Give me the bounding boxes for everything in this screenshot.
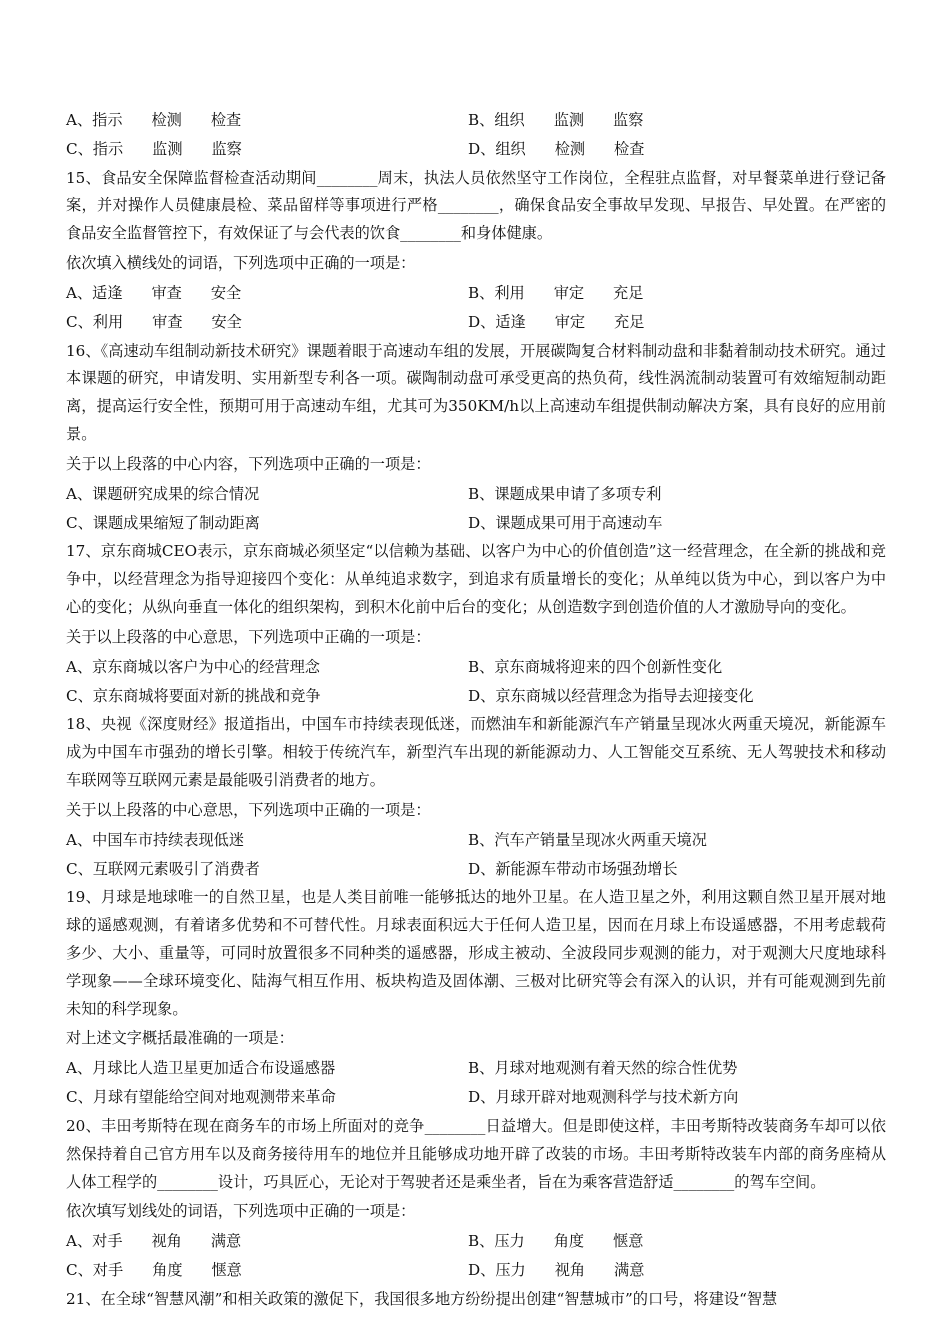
question-prompt: 关于以上段落的中心意思，下列选项中正确的一项是： xyxy=(66,800,431,819)
option-d[interactable]: D、京东商城以经营理念为指导去迎接变化 xyxy=(468,686,754,705)
option-b[interactable]: B、汽车产销量呈现冰火两重天境况 xyxy=(468,830,707,849)
question-text: 21、在全球“智慧风潮”和相关政策的激促下，我国很多地方纷纷提出创建“智慧城市”的口号，将建设“智慧 xyxy=(66,1289,778,1308)
option-d[interactable]: D、压力 视角 满意 xyxy=(468,1261,645,1280)
q14-options xyxy=(66,106,886,164)
question-17 xyxy=(66,538,886,710)
option-a[interactable]: A、中国车市持续表现低迷 xyxy=(66,830,245,849)
option-c[interactable]: C、京东商城将要面对新的挑战和竞争 xyxy=(66,686,321,705)
question-prompt: 依次填入横线处的词语，下列选项中正确的一项是： xyxy=(66,253,416,272)
option-b[interactable]: B、课题成果申请了多项专利 xyxy=(468,484,662,503)
q14-option-a[interactable]: A、指示 检测 检查 xyxy=(66,111,242,129)
question-prompt: 对上述文字概括最准确的一项是： xyxy=(66,1029,294,1048)
option-a[interactable]: A、京东商城以客户为中心的经营理念 xyxy=(66,657,320,676)
option-a[interactable]: A、月球比人造卫星更加适合布设遥感器 xyxy=(66,1059,336,1078)
option-c[interactable]: C、对手 角度 惬意 xyxy=(66,1261,242,1280)
q14-option-b[interactable]: B、组织 监测 监察 xyxy=(468,111,644,129)
option-b[interactable]: B、压力 角度 惬意 xyxy=(468,1232,644,1251)
option-a[interactable]: A、适逢 审查 安全 xyxy=(66,283,242,302)
option-b[interactable]: B、京东商城将迎来的四个创新性变化 xyxy=(468,657,723,676)
question-19 xyxy=(66,884,886,1112)
question-text: 15、食品安全保障监督检查活动期间________周末，执法人员依然坚守工作岗位，全程驻点监督，对早餐菜单进行登记备案，并对操作人员健康晨检、菜品留样等事项进行严格________，确保食品安全事故早发现、早报告、早处置。在严密的食品安全监督管控下，有效保证了与会代表的饮食________和身体健康。 xyxy=(66,168,886,243)
q14-option-c[interactable]: C、指示 监测 监察 xyxy=(66,139,242,158)
option-d[interactable]: D、课题成果可用于高速动车 xyxy=(468,513,663,532)
question-prompt: 关于以上段落的中心意思，下列选项中正确的一项是： xyxy=(66,627,431,646)
question-text: 20、丰田考斯特在现在商务车的市场上所面对的竞争________日益增大。但是即使这样，丰田考斯特改装商务车却可以依然保持着自己官方用车以及商务接待用车的地位并且能够成功地开辟了改装的市场。丰田考斯特改装车内部的商务座椅从人体工程学的________设计，巧具匠心，无论对于驾驶者还是乘坐者，旨在为乘客营造舒适________的驾车空间。 xyxy=(66,1116,886,1191)
option-c[interactable]: C、利用 审查 安全 xyxy=(66,312,242,331)
option-b[interactable]: B、月球对地观测有着天然的综合性优势 xyxy=(468,1059,738,1078)
question-text: 19、月球是地球唯一的自然卫星，也是人类目前唯一能够抵达的地外卫星。在人造卫星之外，利用这颗自然卫星开展对地球的遥感观测，有着诸多优势和不可替代性。月球表面积远大于任何人造卫星，因而在月球上布设遥感器，不用考虑载荷多少、大小、重量等，可同时放置很多不同种类的遥感器，形成主被动、全波段同步观测的能力，对于观测大尺度地球科学现象——全球环境变化、陆海气相互作用、板块构造及固体潮、三极对比研究等会有深入的认识，并有可能观测到先前未知的科学现象。 xyxy=(66,888,886,1018)
question-text: 17、京东商城CEO表示，京东商城必须坚定“以信赖为基础、以客户为中心的价值创造”这一经营理念，在全新的挑战和竞争中，以经营理念为指导迎接四个变化：从单纯追求数字，到追求有质量增长的变化；从单纯以货为中心，到以客户为中心的变化；从纵向垂直一体化的组织架构，到积木化前中后台的变化；从创造数字到创造价值的人才激励导向的变化。 xyxy=(66,542,886,616)
option-b[interactable]: B、利用 审定 充足 xyxy=(468,283,644,302)
option-c[interactable]: C、课题成果缩短了制动距离 xyxy=(66,513,260,532)
question-prompt: 依次填写划线处的词语，下列选项中正确的一项是： xyxy=(66,1202,416,1221)
question-18 xyxy=(66,711,886,883)
question-16 xyxy=(66,338,886,538)
question-20 xyxy=(66,1113,886,1285)
option-c[interactable]: C、月球有望能给空间对地观测带来革命 xyxy=(66,1088,336,1107)
question-text: 16、《高速动车组制动新技术研究》课题着眼于高速动车组的发展，开展碳陶复合材料制动盘和非黏着制动技术研究。通过本课题的研究，申请发明、实用新型专利各一项。碳陶制动盘可承受更高的热负荷，线性涡流制动装置可有效缩短制动距离，提高运行安全性，预期可用于高速动车组，尤其可为350KM/h以上高速动车组提供制动解决方案，具有良好的应用前景。 xyxy=(66,341,886,443)
option-a[interactable]: A、课题研究成果的综合情况 xyxy=(66,484,260,503)
question-21 xyxy=(66,1286,886,1314)
document-page xyxy=(66,106,886,1315)
question-prompt: 关于以上段落的中心内容，下列选项中正确的一项是： xyxy=(66,454,431,473)
q14-option-d[interactable]: D、组织 检测 检查 xyxy=(468,139,645,158)
option-a[interactable]: A、对手 视角 满意 xyxy=(66,1232,242,1251)
option-d[interactable]: D、新能源车带动市场强劲增长 xyxy=(468,859,678,878)
option-c[interactable]: C、互联网元素吸引了消费者 xyxy=(66,859,260,878)
option-d[interactable]: D、适逢 审定 充足 xyxy=(468,312,645,331)
question-15 xyxy=(66,165,886,337)
question-text: 18、央视《深度财经》报道指出，中国车市持续表现低迷，而燃油车和新能源汽车产销量呈现冰火两重天境况，新能源车成为中国车市强劲的增长引擎。相较于传统汽车，新型汽车出现的新能源动力、人工智能交互系统、无人驾驶技术和移动车联网等互联网元素是最能吸引消费者的地方。 xyxy=(66,715,886,789)
option-d[interactable]: D、月球开辟对地观测科学与技术新方向 xyxy=(468,1088,739,1107)
